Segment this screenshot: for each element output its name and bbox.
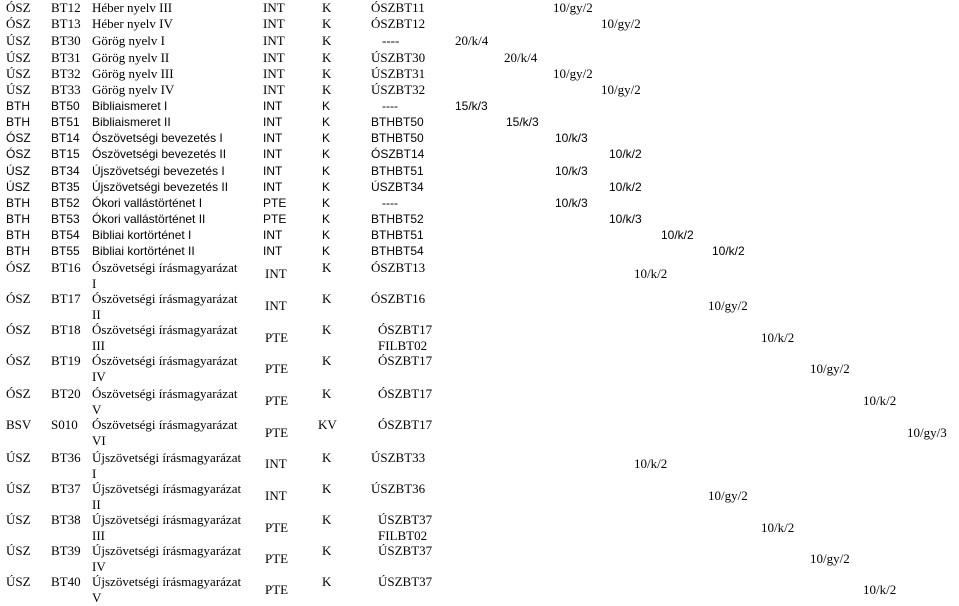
code-cell: ÚSZ bbox=[6, 50, 31, 65]
req-cell: K bbox=[322, 212, 331, 226]
req-cell: K bbox=[322, 50, 332, 65]
prereq-cell: BTHBT54 bbox=[371, 244, 424, 258]
req-cell: K bbox=[322, 196, 331, 210]
code-cell: ÚSZ bbox=[6, 82, 31, 97]
req-cell: K bbox=[322, 543, 332, 558]
name-cell: Ószövetségi bevezetés II bbox=[92, 147, 227, 161]
name-cell-line2: III bbox=[92, 338, 105, 353]
name-cell-line2: IV bbox=[92, 559, 106, 574]
id-cell: BT35 bbox=[51, 180, 80, 194]
name-cell: Héber nyelv IV bbox=[92, 16, 173, 31]
prereq-cell: ÓSZBT16 bbox=[371, 291, 426, 306]
id-cell: BT19 bbox=[51, 353, 81, 368]
id-cell: BT15 bbox=[51, 147, 80, 161]
req-cell: K bbox=[322, 512, 332, 527]
name-cell-line2: V bbox=[92, 402, 102, 417]
prereq-cell: ---- bbox=[382, 33, 400, 48]
id-cell: BT39 bbox=[51, 543, 81, 558]
req-cell: K bbox=[322, 260, 332, 275]
grade-cell: 15/k/3 bbox=[506, 115, 539, 129]
req-cell: K bbox=[322, 16, 332, 31]
name-cell-line2: V bbox=[92, 590, 102, 605]
grade-cell: 10/k/3 bbox=[555, 131, 588, 145]
type-cell: INT bbox=[263, 180, 283, 194]
req-cell: K bbox=[322, 291, 332, 306]
grade-cell: 10/gy/2 bbox=[601, 16, 641, 31]
grade-cell: 20/k/4 bbox=[455, 33, 489, 48]
code-cell: BTH bbox=[6, 196, 30, 210]
prereq-cell-line2: FILBT02 bbox=[378, 338, 428, 353]
req-cell: K bbox=[322, 147, 331, 161]
name-cell: Újszövetségi írásmagyarázat bbox=[92, 450, 242, 465]
grade-cell: 10/gy/3 bbox=[907, 425, 947, 440]
req-cell: K bbox=[322, 244, 331, 258]
prereq-cell: ÓSZBT13 bbox=[371, 260, 426, 275]
req-cell: K bbox=[322, 82, 332, 97]
type-cell: INT bbox=[263, 99, 283, 113]
grade-cell: 15/k/3 bbox=[455, 99, 488, 113]
name-cell: Ószövetségi írásmagyarázat bbox=[92, 417, 238, 432]
id-cell: BT32 bbox=[51, 66, 81, 81]
grade-cell: 20/k/4 bbox=[504, 50, 538, 65]
grade-cell: 10/k/3 bbox=[555, 196, 588, 210]
id-cell: BT18 bbox=[51, 322, 81, 337]
name-cell-line2: III bbox=[92, 528, 105, 543]
type-cell: INT bbox=[263, 50, 285, 65]
req-cell: K bbox=[322, 66, 332, 81]
type-cell: INT bbox=[263, 33, 285, 48]
name-cell: Ókori vallástörténet II bbox=[92, 212, 206, 226]
prereq-cell: ÚSZBT32 bbox=[371, 82, 426, 97]
code-cell: ÚSZ bbox=[6, 543, 31, 558]
grade-cell: 10/gy/2 bbox=[601, 82, 641, 97]
grade-cell: 10/k/3 bbox=[609, 212, 642, 226]
req-cell: K bbox=[322, 322, 332, 337]
id-cell: BT12 bbox=[51, 0, 81, 15]
type-cell: PTE bbox=[265, 393, 289, 408]
req-cell: KV bbox=[318, 417, 337, 432]
code-cell: ÓSZ bbox=[6, 353, 31, 368]
prereq-cell: BTHBT51 bbox=[371, 164, 424, 178]
name-cell: Ószövetségi írásmagyarázat bbox=[92, 291, 238, 306]
name-cell-line2: VI bbox=[92, 433, 106, 448]
name-cell: Ószövetségi írásmagyarázat bbox=[92, 353, 238, 368]
code-cell: ÓSZ bbox=[6, 291, 31, 306]
grade-cell: 10/gy/2 bbox=[553, 66, 593, 81]
code-cell: BTH bbox=[6, 212, 30, 226]
name-cell: Ószövetségi írásmagyarázat bbox=[92, 322, 238, 337]
name-cell-line2: IV bbox=[92, 369, 106, 384]
code-cell: ÓSZ bbox=[6, 16, 31, 31]
name-cell: Újszövetségi írásmagyarázat bbox=[92, 543, 242, 558]
id-cell: BT53 bbox=[51, 212, 80, 226]
id-cell: BT14 bbox=[51, 131, 80, 145]
prereq-cell: ÚSZBT33 bbox=[371, 450, 426, 465]
prereq-cell: ---- bbox=[382, 99, 398, 113]
code-cell: ÚSZ bbox=[6, 164, 30, 178]
id-cell: BT37 bbox=[51, 481, 81, 496]
name-cell: Ószövetségi írásmagyarázat bbox=[92, 386, 238, 401]
code-cell: ÓSZ bbox=[6, 131, 31, 145]
id-cell: BT51 bbox=[51, 115, 80, 129]
code-cell: ÚSZ bbox=[6, 450, 31, 465]
code-cell: BTH bbox=[6, 99, 30, 113]
grade-cell: 10/k/2 bbox=[661, 228, 694, 242]
grade-cell: 10/k/2 bbox=[761, 520, 795, 535]
name-cell: Bibliaismeret II bbox=[92, 115, 171, 129]
grade-cell: 10/k/2 bbox=[634, 266, 668, 281]
prereq-cell: ÓSZBT17 bbox=[378, 322, 433, 337]
id-cell: BT40 bbox=[51, 574, 81, 589]
grade-cell: 10/k/2 bbox=[712, 244, 745, 258]
type-cell: INT bbox=[263, 228, 283, 242]
type-cell: INT bbox=[263, 131, 283, 145]
grade-cell: 10/k/2 bbox=[863, 393, 897, 408]
type-cell: INT bbox=[263, 66, 285, 81]
name-cell-line2: II bbox=[92, 497, 101, 512]
req-cell: K bbox=[322, 99, 331, 113]
req-cell: K bbox=[322, 33, 332, 48]
type-cell: PTE bbox=[265, 361, 289, 376]
id-cell: BT50 bbox=[51, 99, 80, 113]
prereq-cell: ÓSZBT17 bbox=[378, 417, 433, 432]
code-cell: ÚSZ bbox=[6, 33, 31, 48]
name-cell: Újszövetségi írásmagyarázat bbox=[92, 574, 242, 589]
type-cell: INT bbox=[263, 82, 285, 97]
grade-cell: 10/gy/2 bbox=[810, 361, 850, 376]
name-cell-line2: II bbox=[92, 307, 101, 322]
grade-cell: 10/gy/2 bbox=[553, 0, 593, 15]
code-cell: ÚSZ bbox=[6, 574, 31, 589]
prereq-cell: ÚSZBT37 bbox=[378, 543, 433, 558]
type-cell: PTE bbox=[265, 582, 289, 597]
prereq-cell: ÚSZBT37 bbox=[378, 512, 433, 527]
req-cell: K bbox=[322, 481, 332, 496]
id-cell: BT16 bbox=[51, 260, 81, 275]
type-cell: INT bbox=[263, 147, 283, 161]
type-cell: PTE bbox=[265, 520, 289, 535]
id-cell: BT20 bbox=[51, 386, 81, 401]
code-cell: ÚSZ bbox=[6, 512, 31, 527]
name-cell: Bibliai kortörténet I bbox=[92, 228, 192, 242]
name-cell: Görög nyelv IV bbox=[92, 82, 175, 97]
grade-cell: 10/gy/2 bbox=[708, 298, 748, 313]
type-cell: PTE bbox=[265, 330, 289, 345]
name-cell-line2: I bbox=[92, 466, 97, 481]
grade-cell: 10/k/2 bbox=[609, 180, 642, 194]
name-cell: Görög nyelv I bbox=[92, 33, 165, 48]
code-cell: ÓSZ bbox=[6, 0, 31, 15]
code-cell: ÚSZ bbox=[6, 481, 31, 496]
id-cell: S010 bbox=[51, 417, 78, 432]
req-cell: K bbox=[322, 115, 331, 129]
id-cell: BT36 bbox=[51, 450, 81, 465]
grade-cell: 10/k/2 bbox=[634, 456, 668, 471]
req-cell: K bbox=[322, 574, 332, 589]
grade-cell: 10/k/2 bbox=[609, 147, 642, 161]
grade-cell: 10/k/2 bbox=[761, 330, 795, 345]
type-cell: INT bbox=[263, 115, 283, 129]
type-cell: INT bbox=[265, 266, 287, 281]
type-cell: PTE bbox=[265, 551, 289, 566]
code-cell: ÓSZ bbox=[6, 322, 31, 337]
code-cell: BSV bbox=[6, 417, 32, 432]
req-cell: K bbox=[322, 353, 332, 368]
prereq-cell: ---- bbox=[382, 196, 398, 210]
type-cell: PTE bbox=[263, 212, 287, 226]
type-cell: INT bbox=[265, 456, 287, 471]
req-cell: K bbox=[322, 0, 332, 15]
grade-cell: 10/gy/2 bbox=[810, 551, 850, 566]
prereq-cell: ÚSZBT31 bbox=[371, 66, 426, 81]
prereq-cell: ÚSZBT36 bbox=[371, 481, 426, 496]
name-cell: Héber nyelv III bbox=[92, 0, 173, 15]
req-cell: K bbox=[322, 131, 331, 145]
req-cell: K bbox=[322, 164, 331, 178]
req-cell: K bbox=[322, 228, 331, 242]
type-cell: INT bbox=[265, 298, 287, 313]
code-cell: ÚSZ bbox=[6, 66, 31, 81]
id-cell: BT31 bbox=[51, 50, 81, 65]
code-cell: ÓSZ bbox=[6, 147, 31, 161]
prereq-cell: BTHBT50 bbox=[371, 115, 424, 129]
prereq-cell: ÚSZBT34 bbox=[371, 180, 424, 194]
name-cell: Görög nyelv III bbox=[92, 66, 174, 81]
grade-cell: 10/gy/2 bbox=[708, 488, 748, 503]
grade-cell: 10/k/2 bbox=[863, 582, 897, 597]
id-cell: BT34 bbox=[51, 164, 80, 178]
id-cell: BT52 bbox=[51, 196, 80, 210]
prereq-cell-line2: FILBT02 bbox=[378, 528, 428, 543]
type-cell: PTE bbox=[263, 196, 287, 210]
name-cell: Bibliaismeret I bbox=[92, 99, 168, 113]
code-cell: BTH bbox=[6, 228, 30, 242]
name-cell: Ószövetségi írásmagyarázat bbox=[92, 260, 238, 275]
prereq-cell: ÚSZBT30 bbox=[371, 50, 426, 65]
name-cell: Görög nyelv II bbox=[92, 50, 170, 65]
prereq-cell: ÚSZBT37 bbox=[378, 574, 433, 589]
type-cell: INT bbox=[263, 16, 285, 31]
id-cell: BT30 bbox=[51, 33, 81, 48]
type-cell: PTE bbox=[265, 425, 289, 440]
prereq-cell: BTHBT50 bbox=[371, 131, 424, 145]
code-cell: BTH bbox=[6, 115, 30, 129]
type-cell: INT bbox=[265, 488, 287, 503]
name-cell: Ószövetségi bevezetés I bbox=[92, 131, 223, 145]
id-cell: BT17 bbox=[51, 291, 81, 306]
prereq-cell: BTHBT51 bbox=[371, 228, 424, 242]
code-cell: ÚSZ bbox=[6, 180, 30, 194]
grade-cell: 10/k/3 bbox=[555, 164, 588, 178]
id-cell: BT54 bbox=[51, 228, 80, 242]
name-cell: Újszövetségi bevezetés I bbox=[92, 164, 225, 178]
id-cell: BT55 bbox=[51, 244, 80, 258]
name-cell: Újszövetségi írásmagyarázat bbox=[92, 512, 242, 527]
name-cell-line2: I bbox=[92, 276, 97, 291]
id-cell: BT13 bbox=[51, 16, 81, 31]
id-cell: BT38 bbox=[51, 512, 81, 527]
type-cell: INT bbox=[263, 164, 283, 178]
name-cell: Újszövetségi bevezetés II bbox=[92, 180, 229, 194]
prereq-cell: ÓSZBT12 bbox=[371, 16, 426, 31]
prereq-cell: ÓSZBT17 bbox=[378, 386, 433, 401]
req-cell: K bbox=[322, 450, 332, 465]
name-cell: Ókori vallástörténet I bbox=[92, 196, 203, 210]
type-cell: INT bbox=[263, 244, 283, 258]
code-cell: ÓSZ bbox=[6, 386, 31, 401]
type-cell: INT bbox=[263, 0, 285, 15]
prereq-cell: ÓSZBT17 bbox=[378, 353, 433, 368]
prereq-cell: ÓSZBT11 bbox=[371, 0, 425, 15]
prereq-cell: BTHBT52 bbox=[371, 212, 424, 226]
prereq-cell: ÓSZBT14 bbox=[371, 147, 425, 161]
id-cell: BT33 bbox=[51, 82, 81, 97]
req-cell: K bbox=[322, 180, 331, 194]
name-cell: Újszövetségi írásmagyarázat bbox=[92, 481, 242, 496]
code-cell: BTH bbox=[6, 244, 30, 258]
name-cell: Bibliai kortörténet II bbox=[92, 244, 195, 258]
code-cell: ÓSZ bbox=[6, 260, 31, 275]
req-cell: K bbox=[322, 386, 332, 401]
